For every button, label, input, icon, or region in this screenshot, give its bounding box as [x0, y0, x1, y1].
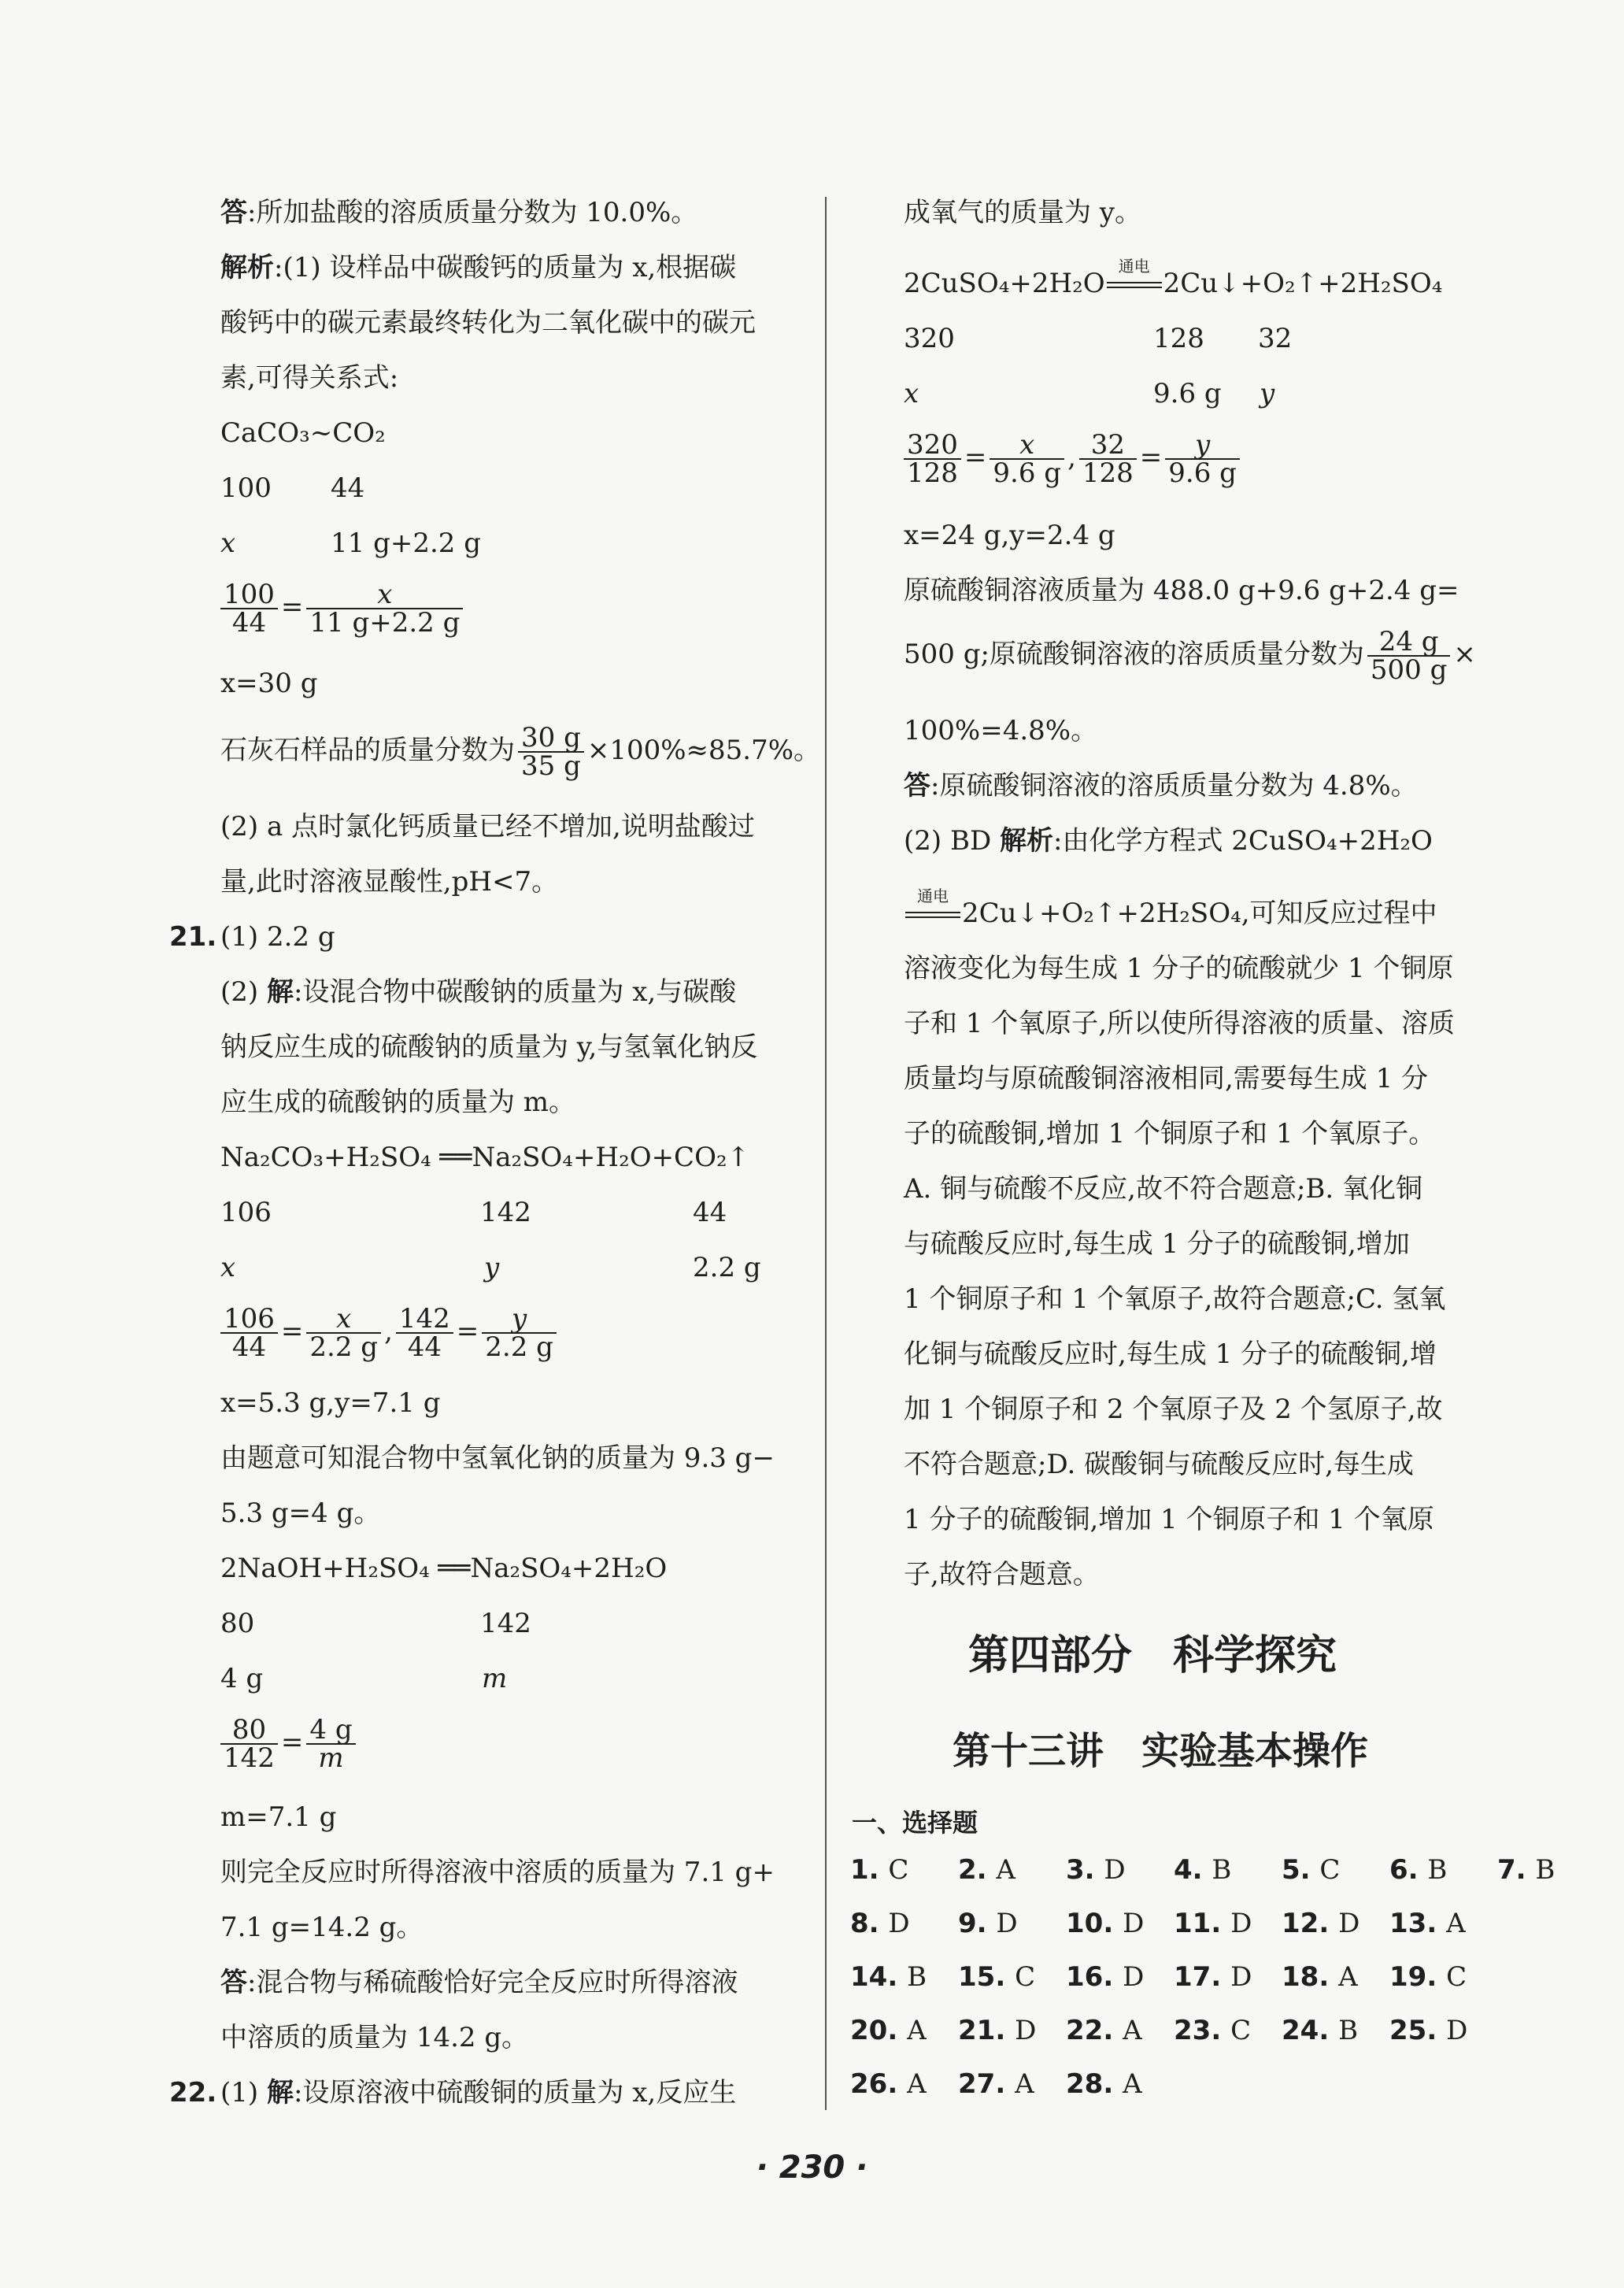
question-number: 24.: [1282, 2015, 1339, 2046]
choice-answer: [1066, 1854, 1126, 1886]
question-number: 21.: [958, 2015, 1015, 2046]
question-number: 23.: [1174, 2015, 1231, 2046]
ratio-value: 2.2 g: [693, 1252, 761, 1283]
ratio-value: 32: [1258, 323, 1293, 354]
answer-letter: D: [1230, 1961, 1252, 1993]
text-line: 素,可得关系式:: [220, 362, 399, 394]
chemical-equation: 2NaOH+H₂SO₄ ══Na₂SO₄+2H₂O: [220, 1553, 668, 1584]
text-line: 溶液变化为每生成 1 分子的硫酸就少 1 个铜原: [904, 953, 1454, 984]
text-line: 不符合题意;D. 碳酸铜与硫酸反应时,每生成: [904, 1449, 1414, 1480]
question-number: 9.: [958, 1908, 997, 1939]
page-number: · 230 ·: [756, 2149, 868, 2186]
choice-answer: [958, 2015, 1036, 2046]
question-number: 26.: [850, 2068, 908, 2100]
text-line: (2) a 点时氯化钙质量已经不增加,说明盐酸过: [220, 811, 755, 842]
text-line: 质量均与原硫酸铜溶液相同,需要每生成 1 分: [904, 1063, 1429, 1094]
answer-letter: C: [1015, 1961, 1036, 1993]
answer-letter: B: [1212, 1854, 1232, 1886]
text-line: 中溶质的质量为 14.2 g。: [220, 2022, 529, 2053]
fraction-equation: $\frac{100}{44}$ = $\frac{x}{11 g+2.2 g}$: [217, 581, 466, 636]
result-line: m=7.1 g: [220, 1801, 337, 1833]
question-number: 10.: [1066, 1908, 1123, 1939]
text-line: 量,此时溶液显酸性,pH<7。: [220, 866, 559, 898]
fraction-equation: $\frac{320}{128}$ = $\frac{x}{9.6 g}$ , $\frac{32}{128}$ = $\frac{y}{9.6 g}$: [901, 431, 1243, 487]
answer-line: 答:混合物与稀硫酸恰好完全反应时所得溶液: [220, 1967, 738, 1998]
choice-answer: [958, 1854, 1015, 1886]
text-line: 100%=4.8%。: [904, 715, 1098, 746]
choice-answer: [850, 1854, 908, 1886]
text-line: 钠反应生成的硫酸钠的质量为 y,与氢氧化钠反: [220, 1031, 758, 1063]
ratio-value: m: [482, 1663, 508, 1694]
answer-letter: C: [888, 1854, 909, 1886]
answer-letter: D: [1015, 2015, 1037, 2046]
lecture-title: 第十三讲 实验基本操作: [953, 1729, 1369, 1773]
analysis-line: 解析:(1) 设样品中碳酸钙的质量为 x,根据碳: [220, 252, 737, 283]
question-number: 5.: [1282, 1854, 1320, 1886]
choice-answer: [1066, 1908, 1144, 1939]
question-number: 3.: [1066, 1854, 1104, 1886]
result-line: x=24 g,y=2.4 g: [904, 520, 1115, 551]
text-line: 子和 1 个氧原子,所以使所得溶液的质量、溶质: [904, 1008, 1456, 1039]
answer-letter: D: [1338, 1908, 1360, 1939]
percent-line: 石灰石样品的质量分数为 $\frac{30 g}{35 g}$ ×100%≈85.7%。: [220, 722, 821, 782]
answer-letter: D: [1123, 1961, 1145, 1993]
ratio-value: 9.6 g: [1153, 378, 1222, 409]
fraction-equation: $\frac{106}{44}$ = $\frac{x}{2.2 g}$ , $\frac{142}{44}$ = $\frac{y}{2.2 g}$: [217, 1305, 560, 1361]
ratio-value: 142: [480, 1608, 531, 1639]
choice-answer: [958, 2068, 1034, 2100]
choice-answer: [1389, 2015, 1467, 2046]
formula-line: CaCO₃~CO₂: [220, 417, 386, 449]
question-number: 16.: [1066, 1961, 1123, 1993]
ratio-value: 80: [220, 1608, 255, 1639]
result-line: x=5.3 g,y=7.1 g: [220, 1387, 441, 1419]
choice-answer: [1174, 2015, 1251, 2046]
choice-answer: [1389, 1961, 1467, 1993]
question-number: 7.: [1497, 1854, 1536, 1886]
text-line: 与硫酸反应时,每生成 1 分子的硫酸铜,增加: [904, 1228, 1410, 1260]
choice-answer: [1389, 1908, 1466, 1939]
question-number: 17.: [1174, 1961, 1231, 1993]
choice-answer: [1174, 1961, 1252, 1993]
answer-letter: A: [1123, 2015, 1142, 2046]
question-number: 27.: [958, 2068, 1015, 2100]
text-line: 原硫酸铜溶液质量为 488.0 g+9.6 g+2.4 g=: [904, 575, 1459, 606]
answer-letter: A: [1015, 2068, 1034, 2100]
ratio-value: y: [484, 1252, 500, 1283]
choice-answer: [850, 1908, 910, 1939]
choice-answer: [1282, 1854, 1340, 1886]
question-number: 28.: [1066, 2068, 1123, 2100]
answer-letter: B: [907, 1961, 927, 1993]
ratio-value: 100: [220, 472, 272, 504]
answer-letter: A: [996, 1854, 1015, 1886]
answer-letter: B: [1338, 2015, 1359, 2046]
choice-answer: [1497, 1854, 1555, 1886]
ratio-value: 142: [480, 1197, 531, 1228]
text-line: 1 个铜原子和 1 个氧原子,故符合题意;C. 氢氧: [904, 1283, 1446, 1315]
choice-answer: [958, 1908, 1018, 1939]
question-number: 18.: [1282, 1961, 1339, 1993]
column-divider: [825, 197, 827, 2110]
choice-answer: [1389, 1854, 1447, 1886]
choice-answer: [850, 1961, 927, 1993]
ratio-value: 4 g: [220, 1663, 264, 1694]
ratio-value: 11 g+2.2 g: [331, 528, 481, 559]
answer-line: 答:所加盐酸的溶质质量分数为 10.0%。: [220, 197, 698, 228]
answer-line: 答:原硫酸铜溶液的溶质质量分数为 4.8%。: [904, 770, 1418, 802]
question-number: 22.: [1066, 2015, 1123, 2046]
text-line: 加 1 个铜原子和 2 个氧原子及 2 个氢原子,故: [904, 1394, 1443, 1425]
answer-letter: A: [1446, 1908, 1466, 1939]
choice-answer: [850, 2015, 927, 2046]
choice-answer: [1066, 2068, 1142, 2100]
choice-answer: [1282, 1908, 1359, 1939]
text-line: A. 铜与硫酸不反应,故不符合题意;B. 氧化铜: [904, 1173, 1423, 1205]
choice-answer: [1174, 1854, 1231, 1886]
question-number: 19.: [1389, 1961, 1447, 1993]
text-line: 应生成的硫酸钠的质量为 m。: [220, 1087, 576, 1118]
question-number: 8.: [850, 1908, 889, 1939]
chemical-equation: 2CuSO₄+2H₂O 通电 2Cu↓+O₂↑+2H₂SO₄: [904, 257, 1443, 299]
choice-answer: [1174, 1908, 1252, 1939]
ratio-value: y: [1260, 378, 1275, 409]
answer-letter: A: [1338, 1961, 1358, 1993]
question-number: 15.: [958, 1961, 1015, 1993]
part-title: 第四部分 科学探究: [968, 1632, 1337, 1679]
solution-line: (2) 解:设混合物中碳酸钠的质量为 x,与碳酸: [220, 976, 737, 1008]
choice-answer: [958, 1961, 1035, 1993]
ratio-value: 128: [1153, 323, 1204, 354]
text-line: 由题意可知混合物中氢氧化钠的质量为 9.3 g−: [220, 1442, 775, 1474]
choice-answer: [1282, 1961, 1358, 1993]
answer-letter: D: [1123, 1908, 1145, 1939]
text-line: 5.3 g=4 g。: [220, 1498, 381, 1529]
question-number: 1.: [850, 1854, 889, 1886]
question-number: 21.: [169, 921, 217, 953]
ratio-value: 320: [904, 323, 955, 354]
answer-letter: B: [1427, 1854, 1448, 1886]
ratio-value: x: [220, 1252, 236, 1283]
ratio-value: x: [904, 378, 919, 409]
answer-letter: C: [1319, 1854, 1341, 1886]
question-number: 22.: [169, 2077, 217, 2108]
answer-letter: A: [1123, 2068, 1142, 2100]
text-line: 则完全反应时所得溶液中溶质的质量为 7.1 g+: [220, 1857, 775, 1888]
choice-answer: [1066, 2015, 1142, 2046]
text-line: 成氧气的质量为 y。: [904, 197, 1142, 228]
percent-line: 500 g;原硫酸铜溶液的溶质质量分数为 $\frac{24 g}{500 g}$ ×: [904, 626, 1476, 686]
choice-answer: [1282, 2015, 1358, 2046]
question-number: 12.: [1282, 1908, 1339, 1939]
question-number: 2.: [958, 1854, 997, 1886]
choice-answer: [1066, 1961, 1144, 1993]
answer-letter: A: [907, 2068, 927, 2100]
chemical-equation: Na₂CO₃+H₂SO₄ ══Na₂SO₄+H₂O+CO₂↑: [220, 1142, 750, 1173]
answer-letter: C: [1446, 1961, 1467, 1993]
ratio-value: 44: [331, 472, 365, 504]
text-line: 酸钙中的碳元素最终转化为二氧化碳中的碳元: [220, 307, 756, 339]
answer-letter: D: [1230, 1908, 1252, 1939]
question-number: 4.: [1174, 1854, 1212, 1886]
answer-letter: D: [888, 1908, 910, 1939]
text-line: 1 分子的硫酸铜,增加 1 个铜原子和 1 个氧原: [904, 1504, 1434, 1535]
analysis-line: (2) BD 解析:由化学方程式 2CuSO₄+2H₂O: [904, 825, 1433, 857]
question-number: 6.: [1389, 1854, 1428, 1886]
fraction-equation: $\frac{80}{142}$ = $\frac{4 g}{m}$: [217, 1716, 359, 1772]
text-line: 子的硫酸铜,增加 1 个铜原子和 1 个氧原子。: [904, 1118, 1436, 1150]
ratio-value: 44: [693, 1197, 727, 1228]
answer-letter: A: [907, 2015, 927, 2046]
solution-line: (1) 解:设原溶液中硫酸铜的质量为 x,反应生: [220, 2077, 737, 2108]
choice-answer: [850, 2068, 927, 2100]
question-number: 11.: [1174, 1908, 1231, 1939]
answer-letter: D: [1104, 1854, 1126, 1886]
ratio-value: 106: [220, 1197, 272, 1228]
answer-letter: C: [1230, 2015, 1252, 2046]
text-line: (1) 2.2 g: [220, 921, 335, 953]
question-number: 14.: [850, 1961, 908, 1993]
text-line: 子,故符合题意。: [904, 1559, 1100, 1590]
answer-letter: D: [996, 1908, 1018, 1939]
ratio-value: x: [220, 528, 236, 559]
answer-letter: B: [1535, 1854, 1556, 1886]
answer-letter: D: [1446, 2015, 1468, 2046]
text-line: 通电 2Cu↓+O₂↑+2H₂SO₄,可知反应过程中: [904, 898, 1437, 929]
text-line: 化铜与硫酸反应时,每生成 1 分子的硫酸铜,增: [904, 1338, 1437, 1370]
text-line: 7.1 g=14.2 g。: [220, 1912, 424, 1943]
question-number: 25.: [1389, 2015, 1447, 2046]
question-number: 20.: [850, 2015, 908, 2046]
result-line: x=30 g: [220, 668, 318, 699]
section-heading: 一、选择题: [852, 1808, 978, 1838]
question-number: 13.: [1389, 1908, 1447, 1939]
